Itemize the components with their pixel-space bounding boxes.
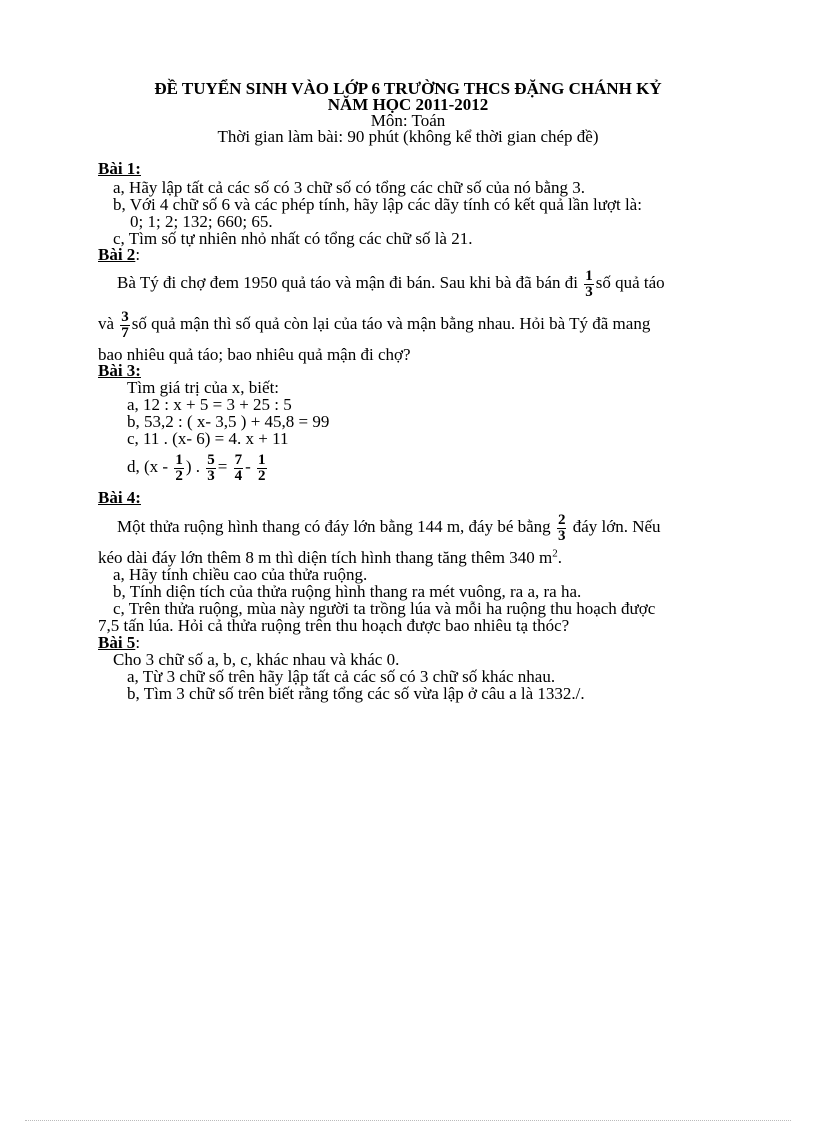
bai2-paragraph-line1 [117, 266, 665, 300]
bai2-heading-suffix: : [135, 245, 141, 264]
bai1-heading: Bài 1: [98, 159, 141, 178]
fraction-three-sevenths [120, 310, 130, 341]
bai3-d-minus: - [245, 457, 251, 476]
bai3-intro: Tìm giá trị của x, biết: [127, 378, 280, 397]
bai5-intro: Cho 3 chữ số a, b, c, khác nhau và khác 0. [113, 650, 400, 669]
fraction-denominator: 2 [175, 467, 183, 484]
subject: Môn: Toán [370, 111, 446, 130]
bai3-b: b, 53,2 : ( x- 3,5 ) + 45,8 = 99 [127, 412, 330, 431]
fraction [206, 453, 216, 484]
bai3-d-mid: ) . [185, 457, 200, 476]
fraction-denominator: 3 [207, 467, 215, 484]
bai4-paragraph-line1 [117, 510, 661, 544]
bai2-text4: số quả mận thì số quả còn lại của táo và mận bằng nhau. Hỏi bà Tý đã mang [131, 314, 651, 333]
bai3-a: a, 12 : x + 5 = 3 + 25 : 5 [127, 395, 292, 414]
bai3-d-equals: = [217, 457, 228, 476]
bai4-text2: đáy lớn. Nếu [572, 517, 661, 536]
bai2-text2: số quả táo [595, 273, 665, 292]
bai5-heading-suffix: : [135, 633, 141, 652]
page-bottom-rule [25, 1120, 791, 1121]
bai2-heading-line [98, 246, 140, 264]
fraction-denominator: 4 [234, 467, 243, 484]
fraction-numerator: 7 [234, 451, 243, 468]
superscript: 2 [552, 547, 558, 560]
bai2-text5: bao nhiêu quả táo; bao nhiêu quả mận đi chợ? [98, 345, 411, 364]
exam-title: ĐỀ TUYỂN SINH VÀO LỚP 6 TRƯỜNG THCS ĐẶNG CHÁNH KỶ [154, 79, 662, 98]
fraction-two-thirds [557, 513, 567, 544]
fraction-numerator: 3 [121, 308, 129, 325]
fraction-denominator: 3 [585, 283, 593, 300]
bai3-d-prefix: d, (x - [127, 457, 169, 476]
bai2-text3: và [98, 314, 115, 333]
school-year: NĂM HỌC 2011-2012 [327, 95, 489, 114]
bai3-heading: Bài 3: [98, 361, 141, 380]
bai4-c: c, Trên thửa ruộng, mùa này người ta trồng lúa và mỗi ha ruộng thu hoạch được [113, 599, 656, 618]
fraction-numerator: 1 [258, 451, 266, 468]
bai4-c-continued: 7,5 tấn lúa. Hỏi cả thửa ruộng trên thu hoạch được bao nhiêu tạ thóc? [98, 616, 570, 635]
fraction-denominator: 3 [557, 527, 566, 544]
bai4-a: a, Hãy tính chiều cao của thửa ruộng. [113, 565, 368, 584]
bai1-b-values: 0; 1; 2; 132; 660; 65. [130, 212, 273, 231]
bai5-a: a, Từ 3 chữ số trên hãy lập tất cả các số có 3 chữ số khác nhau. [127, 667, 556, 686]
bai5-b: b, Tìm 3 chữ số trên biết rằng tổng các số vừa lập ở câu a là 1332./. [127, 684, 585, 703]
bai2-paragraph-line2 [98, 307, 650, 341]
bai4-heading: Bài 4: [98, 488, 141, 507]
bai4-text3-end: . [557, 548, 562, 567]
bai4-text1: Một thửa ruộng hình thang có đáy lớn bằng 144 m, đáy bé bằng [117, 517, 551, 536]
fraction-numerator: 1 [175, 451, 183, 468]
bai1-c: c, Tìm số tự nhiên nhỏ nhất có tổng các chữ số là 21. [113, 229, 473, 248]
fraction-denominator: 7 [121, 324, 129, 341]
bai4-text3: kéo dài đáy lớn thêm 8 m thì diện tích hình thang tăng thêm 340 m [98, 548, 553, 567]
time-limit: Thời gian làm bài: 90 phút (không kể thời gian chép đề) [217, 127, 599, 146]
bai3-c: c, 11 . (x- 6) = 4. x + 11 [127, 429, 289, 448]
fraction-numerator: 2 [557, 511, 566, 528]
fraction-one-third [584, 269, 594, 300]
bai1-b: b, Với 4 chữ số 6 và các phép tính, hãy lập các dãy tính có kết quả lần lượt là: [113, 195, 642, 214]
bai1-a: a, Hãy lập tất cả các số có 3 chữ số có tổng các chữ số của nó bằng 3. [113, 178, 586, 197]
bai2-text1: Bà Tý đi chợ đem 1950 quả táo và mận đi bán. Sau khi bà đã bán đi [117, 273, 578, 292]
bai2-heading: Bài 2 [98, 245, 136, 264]
fraction-numerator: 5 [207, 451, 215, 468]
bai4-b: b, Tính diện tích của thửa ruộng hình thang ra mét vuông, ra a, ra ha. [113, 582, 582, 601]
fraction [234, 453, 244, 484]
fraction-denominator: 2 [258, 467, 266, 484]
fraction [257, 453, 267, 484]
bai5-heading: Bài 5 [98, 633, 136, 652]
bai3-d [127, 450, 269, 484]
fraction-numerator: 1 [585, 267, 593, 284]
fraction [174, 453, 184, 484]
